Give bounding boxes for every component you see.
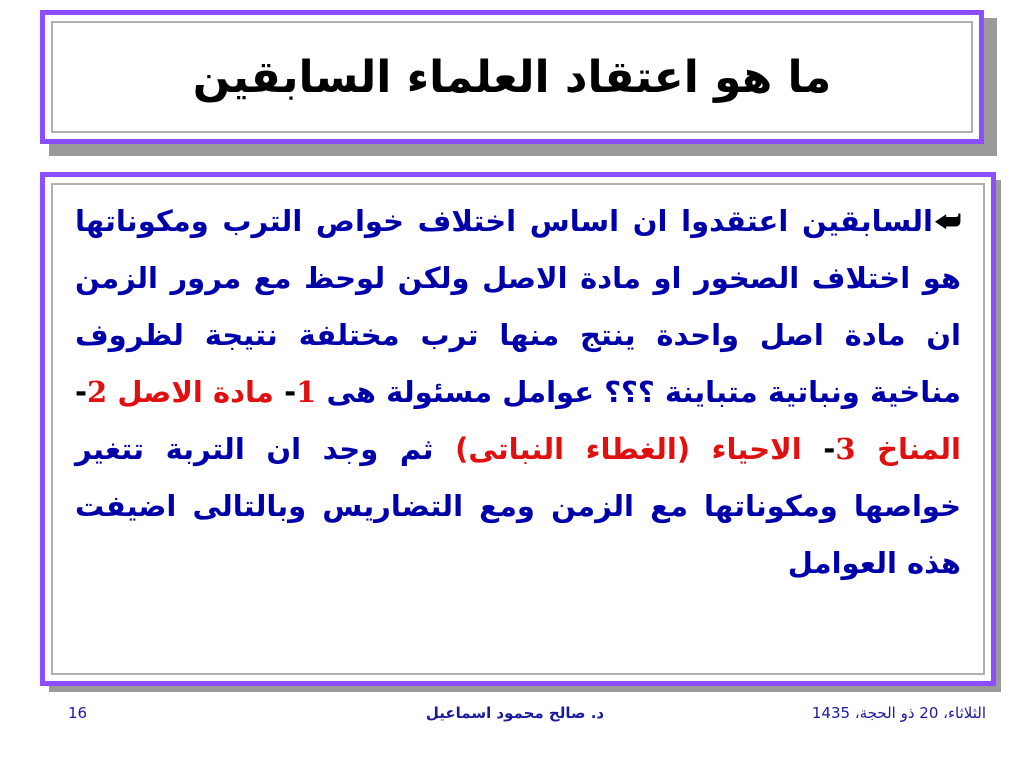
factor-dash-3: - — [801, 432, 836, 466]
factor-number-1: 1 — [296, 375, 317, 409]
body-paragraph — [75, 193, 961, 592]
factor-number-2: 2 — [87, 375, 108, 409]
factor-climate: المناخ — [855, 432, 962, 466]
body-text-part2: ثم وجد ان التربة تتغير خواصها ومكوناتها مع الزمن ومع التضاريس وبالتالى اضيفت هذه العوامل — [75, 432, 961, 580]
title-box — [40, 10, 984, 144]
footer-author: د. صالح محمود اسماعيل — [425, 704, 605, 722]
title-inner-frame — [51, 21, 973, 133]
body-box — [40, 172, 996, 686]
footer-page-number: 16 — [68, 704, 88, 722]
factor-number-3: 3 — [835, 432, 856, 466]
factor-parent-material: مادة الاصل — [107, 375, 274, 409]
arrow-bullet-icon: ⮨ — [934, 205, 961, 238]
slide-title: ما هو اعتقاد العلماء السابقين — [192, 51, 832, 103]
footer-date: الثلاثاء، 20 ذو الحجة، 1435 — [811, 704, 986, 722]
body-inner-frame — [51, 183, 985, 675]
factor-organisms: الاحياء (الغطاء النباتى) — [455, 432, 802, 466]
body-text-part1: السابقين اعتقدوا ان اساس اختلاف خواص الترب ومكوناتها هو اختلاف الصخور او مادة الاصل ولكن لوحظ مع مرور الزمن ان مادة اصل واحدة ينتج منها ترب مختلفة نتيجة لظروف مناخية ونباتية متباينة ؟؟؟ عوامل مسئولة هى — [75, 204, 961, 409]
factor-dash-1: - — [273, 375, 297, 409]
factor-dash-2: - — [75, 375, 88, 409]
